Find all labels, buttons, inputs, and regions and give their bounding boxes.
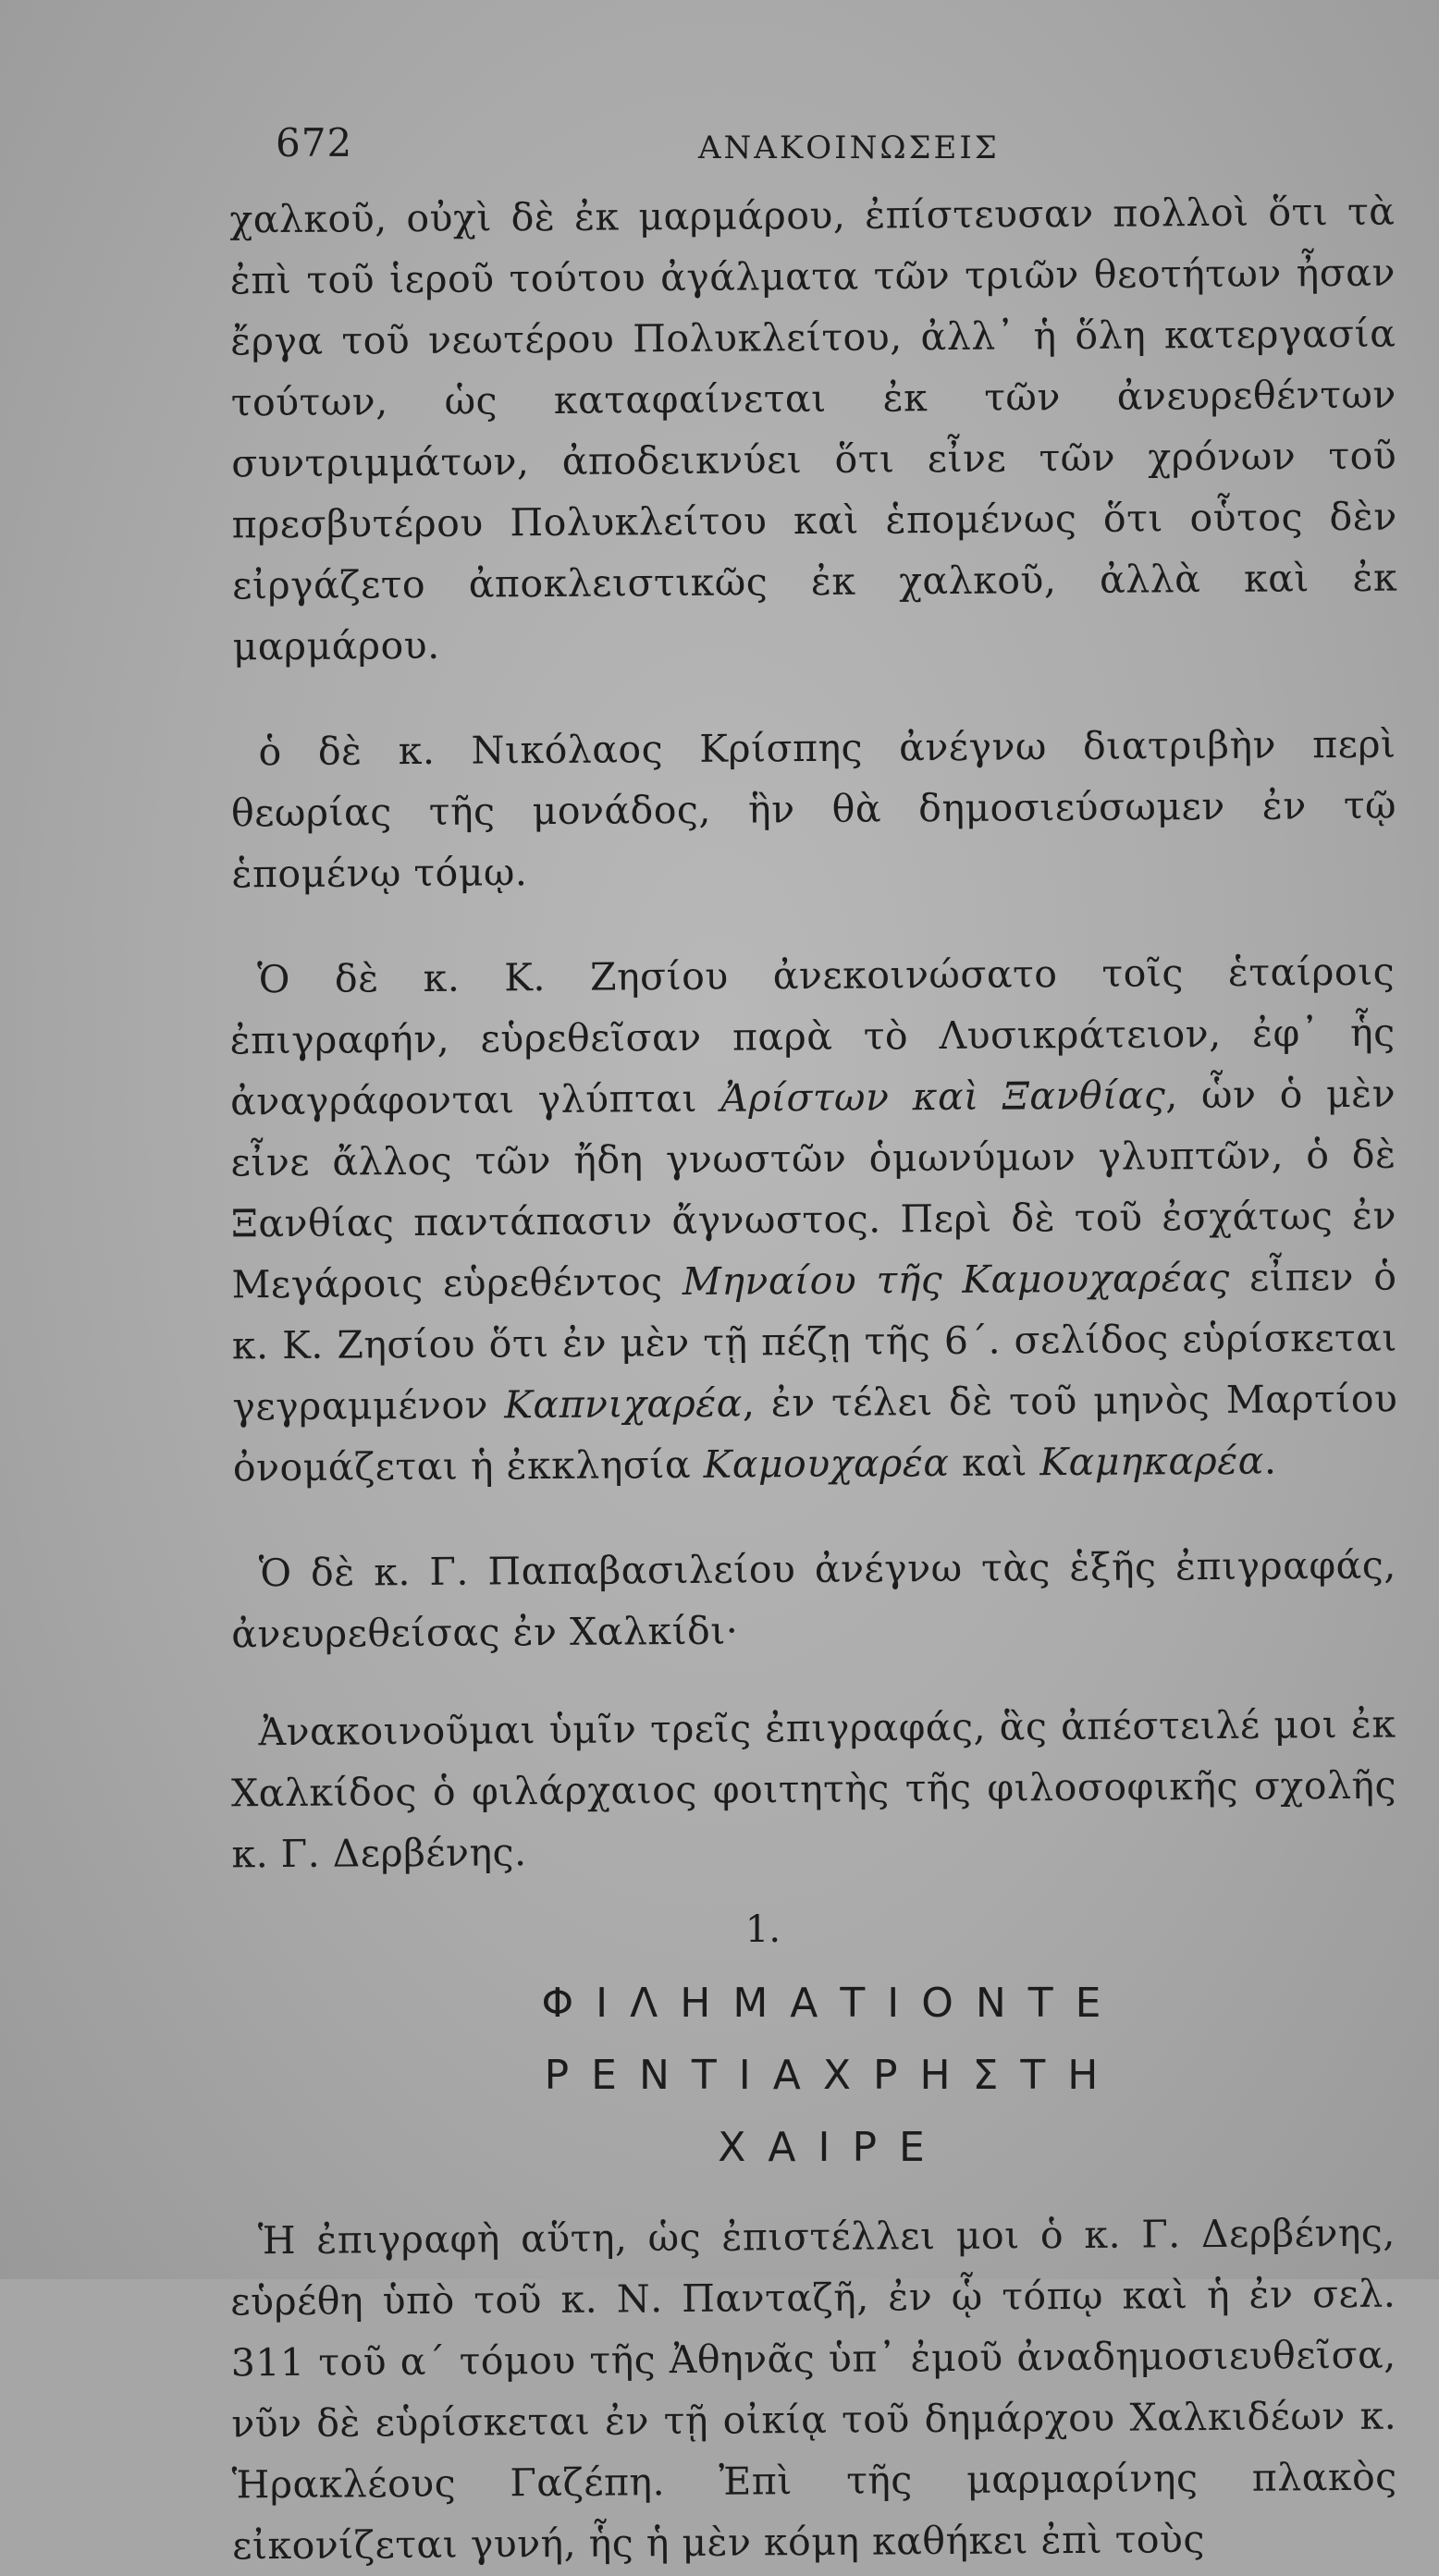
text-run: , ὧν ὁ μὲν εἶνε ἄλλος τῶν ἤδη γνωστῶν ὁμωνύμων γλυπτῶν, ὁ δὲ Ξανθίας παντάπασιν ἄγνωστος. Περὶ δὲ τοῦ ἐσχάτως ἐν Μεγάροις εὑρεθέντος <box>230 1071 1397 1307</box>
italic-run: Καμηκαρέα <box>1039 1438 1265 1485</box>
paragraph-announcement: Ἀνακοινοῦμαι ὑμῖν τρεῖς ἐπιγραφάς, ἃς ἀπέστειλέ μοι ἐκ Χαλκίδος ὁ φιλάρχαιος φοιτητὴς τῆς φιλοσοφικῆς σχολῆς κ. Γ. Δερβένης. <box>230 1701 1397 1877</box>
paragraph-papavasileiou: Ὁ δὲ κ. Γ. Παπαβασιλείου ἀνέγνω τὰς ἑξῆς ἐπιγραφάς, ἀνευρεθείσας ἐν Χαλκίδι· <box>231 1542 1396 1657</box>
inscription-line: ΧΑΙΡΕ <box>718 2124 947 2171</box>
inscription-line: ΦΙΛΗΜΑΤΙΟΝΤΕ <box>541 1980 1124 2027</box>
text-run: εἶπεν ὁ κ. Κ. Ζησίου ὅτι ἐν μὲν τῇ πέζῃ τῆς 6΄. σελίδος εὑρίσκεται γεγραμμένον <box>231 1254 1398 1429</box>
italic-run: Καμουχαρέα <box>703 1440 950 1487</box>
paragraph-polykleitos: χαλκοῦ, οὐχὶ δὲ ἐκ μαρμάρου, ἐπίστευσαν πολλοὶ ὅτι τὰ ἐπὶ τοῦ ἱεροῦ τούτου ἀγάλματα τῶν τριῶν θεοτήτων ἦσαν ἔργα τοῦ νεωτέρου Πολυκλείτου, ἀλλ᾽ ἡ ὅλη κατεργασία τούτων, ὡς καταφαίνεται ἐκ τῶν ἀνευρεθέντων συντριμμάτων, ἀποδεικνύει ὅτι εἶνε τῶν χρόνων τοῦ πρεσβυτέρου Πολυκλείτου καὶ ἑπομένως ὅτι οὗτος δὲν εἰργάζετο ἀποκλειστικῶς ἐκ χαλκοῦ, ἀλλὰ καὶ ἐκ μαρμάρου. <box>229 189 1398 669</box>
paragraph-zisiou <box>229 941 1398 1499</box>
inscription-line: ΡΕΝΤΙΑΧΡΗΣΤΗ <box>544 2052 1121 2099</box>
italic-run: Ἀρίστων καὶ Ξανθίας <box>720 1073 1166 1121</box>
inscription-number: 1. <box>744 1908 781 1951</box>
page-number: 672 <box>276 120 353 166</box>
paragraph-krispis: ὁ δὲ κ. Νικόλαος Κρίσπης ἀνέγνω διατριβὴν περὶ θεωρίας τῆς μονάδος, ἣν θὰ δημοσιεύσωμεν ἐν τῷ ἑπομένῳ τόμῳ. <box>230 721 1397 897</box>
inscription-block <box>231 1968 1396 2184</box>
italic-run: Καπνιχαρέα <box>504 1380 744 1428</box>
paragraph-inscription-description: Ἡ ἐπιγραφὴ αὕτη, ὡς ἐπιστέλλει μοι ὁ κ. Γ. Δερβένης, εὑρέθη ὑπὸ τοῦ κ. Ν. Πανταζῆ, ἐν ᾧ τόπῳ καὶ ἡ ἐν σελ. 311 τοῦ α΄ τόμου τῆς Ἀθηνᾶς ὑπ᾽ ἐμοῦ ἀναδημοσιευθεῖσα, νῦν δὲ εὑρίσκεται ἐν τῇ οἰκίᾳ τοῦ δημάρχου Χαλκιδέων κ. Ἡρακλέους Γαζέπη. Ἐπὶ τῆς μαρμαρίνης πλακὸς εἰκονίζεται γυνή, ἧς ἡ μὲν κόμη καθήκει ἐπὶ τοὺς <box>230 2210 1397 2569</box>
text-run: , ἐν τέλει δὲ τοῦ μηνὸς Μαρτίου ὀνομάζεται ἡ ἐκκλησία <box>232 1376 1398 1490</box>
text-run: Ὁ δὲ κ. Κ. Ζησίου ἀνεκοινώσατο τοῖς ἑταίροις ἐπιγραφήν, εὑρεθεῖσαν παρὰ τὸ Λυσικράτειον, ἐφ᾽ ἧς ἀναγράφονται γλύπται <box>229 949 1396 1124</box>
italic-run: Μηναίου τῆς Καμουχαρέας <box>682 1255 1230 1304</box>
page-body <box>231 185 1396 2572</box>
text-run: καὶ <box>949 1440 1040 1485</box>
text-run: . <box>1263 1438 1277 1483</box>
running-head: ΑΝΑΚΟΙΝΩΣΕΙΣ <box>698 129 1000 166</box>
page-header <box>0 102 1439 176</box>
